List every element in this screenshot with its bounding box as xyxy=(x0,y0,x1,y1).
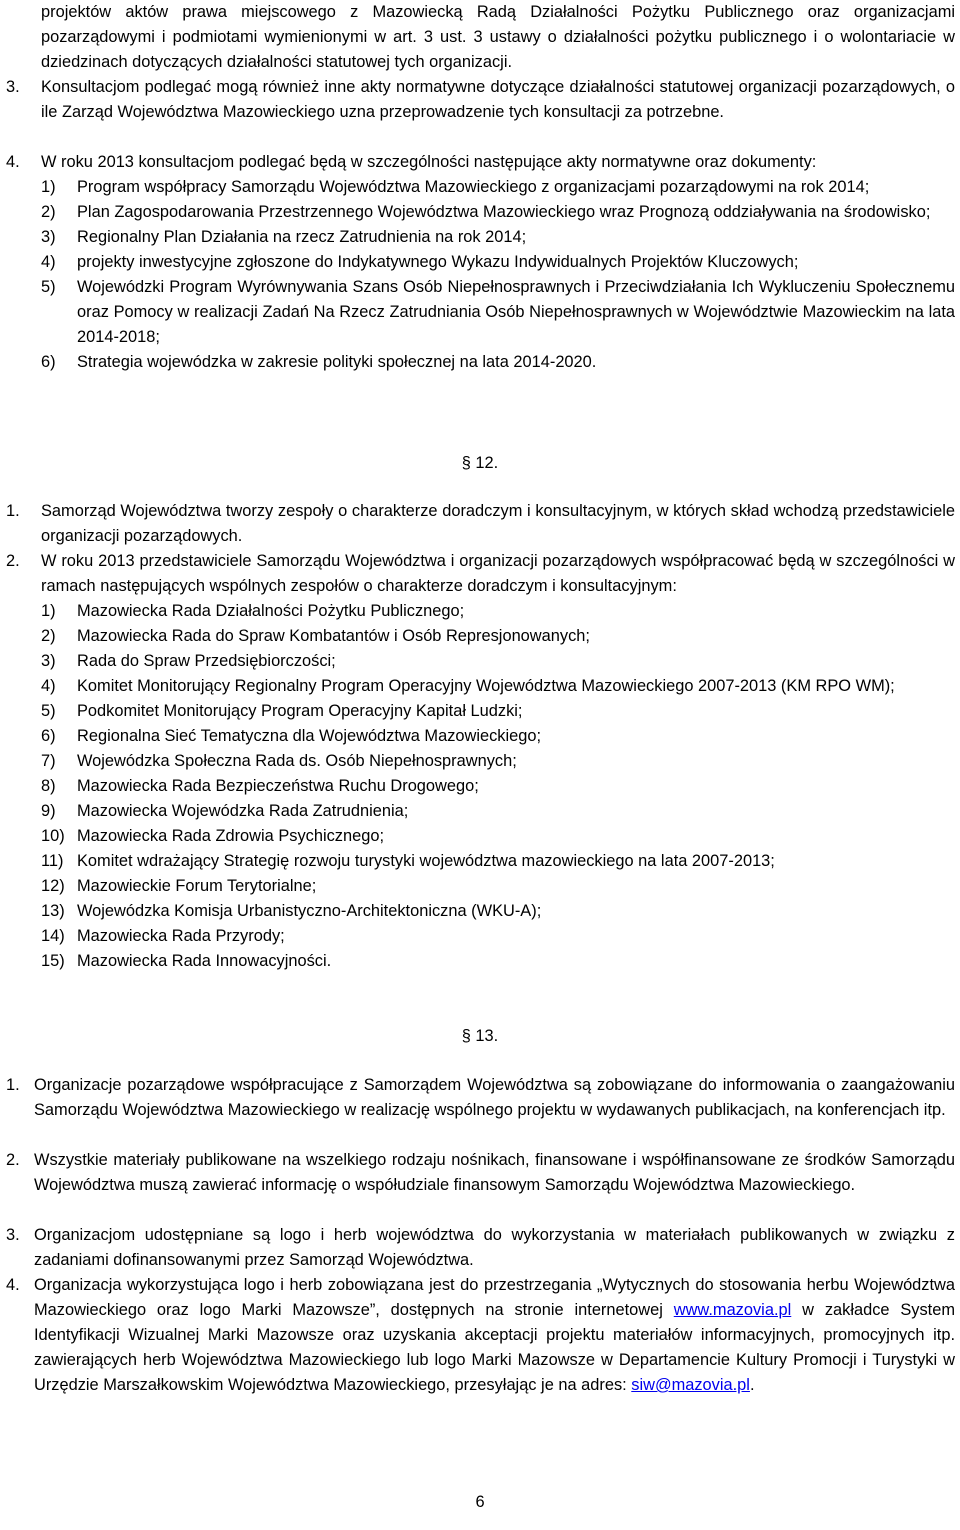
list-item-text: Mazowiecka Wojewódzka Rada Zatrudnienia; xyxy=(77,802,409,820)
list-item xyxy=(41,200,955,225)
item-number: 1. xyxy=(6,502,20,520)
item-text: Organizacje pozarządowe współpracujące z Samorządem Województwa są zobowiązane do informowania o zaangażowaniu Samorządu Województwa Mazowieckiego w realizację wspólnego projektu w wydawanych publikacjach, na konferencjach itp. xyxy=(34,1076,955,1119)
list-item-number: 5) xyxy=(41,702,56,720)
list-item xyxy=(41,899,955,924)
list-item xyxy=(41,225,955,250)
list-item xyxy=(41,749,955,774)
list-item xyxy=(41,724,955,749)
list-item-number: 2) xyxy=(41,203,56,221)
list-item-number: 4) xyxy=(41,677,56,695)
item-number: 3. xyxy=(6,1226,20,1244)
list-item-number: 7) xyxy=(41,752,56,770)
section-13-item-1 xyxy=(6,1073,955,1123)
list-item xyxy=(41,649,955,674)
list-item-text: Mazowiecka Rada Działalności Pożytku Publicznego; xyxy=(77,602,465,620)
list-item-number: 5) xyxy=(41,278,56,296)
list-item xyxy=(41,874,955,899)
list-item-text: Mazowiecka Rada Innowacyjności. xyxy=(77,952,332,970)
list-item-number: 15) xyxy=(41,952,65,970)
section-13-item-4 xyxy=(6,1273,955,1398)
item-text: Organizacjom udostępniane są logo i herb województwa do wykorzystania w materiałach publikowanych w związku z zadaniami dofinansowanymi przez Samorząd Województwa. xyxy=(34,1226,955,1269)
list-item xyxy=(41,350,955,375)
section-12-title: § 12. xyxy=(461,454,499,472)
item-number: 1. xyxy=(6,1076,20,1094)
list-item xyxy=(41,175,955,200)
item-number: 4. xyxy=(6,153,20,171)
list-item-text: Mazowiecka Rada Przyrody; xyxy=(77,927,285,945)
list-item xyxy=(41,250,955,275)
list-item-text: Podkomitet Monitorujący Program Operacyjny Kapitał Ludzki; xyxy=(77,702,523,720)
list-item-text: Mazowiecka Rada do Spraw Kombatantów i Osób Represjonowanych; xyxy=(77,627,590,645)
item-number: 3. xyxy=(6,78,20,96)
list-item-number: 3) xyxy=(41,228,56,246)
list-item-number: 14) xyxy=(41,927,65,945)
list-item-number: 2) xyxy=(41,627,56,645)
section-13-item-3 xyxy=(6,1223,955,1273)
list-item xyxy=(41,599,955,624)
intro-item-4 xyxy=(6,150,955,175)
list-item-number: 10) xyxy=(41,827,65,845)
list-item-number: 12) xyxy=(41,877,65,895)
list-item-number: 6) xyxy=(41,727,56,745)
list-item-text: Mazowieckie Forum Terytorialne; xyxy=(77,877,317,895)
mazovia-website-link[interactable]: www.mazovia.pl xyxy=(673,1301,792,1319)
item-number: 2. xyxy=(6,552,20,570)
item-text: Wszystkie materiały publikowane na wszelkiego rodzaju nośnikach, finansowane i współfinansowane ze środków Samorządu Województwa muszą zawierać informację o współudziale finansowym Samorządu Województwa Mazowieckiego. xyxy=(34,1151,955,1194)
section-13-item-2 xyxy=(6,1148,955,1198)
list-item-number: 3) xyxy=(41,652,56,670)
item-text: Samorząd Województwa tworzy zespoły o charakterze doradczym i konsultacyjnym, w których skład wchodzą przedstawiciele organizacji pozarządowych. xyxy=(41,502,955,545)
page-number: 6 xyxy=(475,1493,485,1511)
list-item xyxy=(41,774,955,799)
list-item-number: 4) xyxy=(41,253,56,271)
list-item xyxy=(41,624,955,649)
list-item-text: Wojewódzka Społeczna Rada ds. Osób Niepełnosprawnych; xyxy=(77,752,517,770)
list-item xyxy=(41,275,955,350)
list-item-text: Wojewódzki Program Wyrównywania Szans Osób Niepełnosprawnych i Przeciwdziałania Ich Wykluczeniu Społecznemu oraz Pomocy w realizacji Zadań Na Rzecz Zatrudniania Osób Niepełnosprawnych w Województwie Mazowieckim na lata 2014-2018; xyxy=(77,278,955,346)
list-item-text: Regionalny Plan Działania na rzecz Zatrudnienia na rok 2014; xyxy=(77,228,527,246)
list-item xyxy=(41,824,955,849)
item-text-part-c: . xyxy=(749,1376,755,1394)
list-item xyxy=(41,924,955,949)
section-12-item-1 xyxy=(6,499,955,549)
item-number: 2. xyxy=(6,1151,20,1169)
siw-email-link[interactable]: siw@mazovia.pl xyxy=(631,1376,750,1394)
list-item-text: Strategia wojewódzka w zakresie polityki społecznej na lata 2014-2020. xyxy=(77,353,597,371)
list-item-text: Komitet Monitorujący Regionalny Program Operacyjny Województwa Mazowieckiego 2007-2013 (KM RPO WM); xyxy=(77,677,895,695)
intro-block xyxy=(41,0,955,75)
item-text xyxy=(34,1273,955,1398)
section-13-title: § 13. xyxy=(461,1027,499,1045)
list-item-number: 1) xyxy=(41,602,56,620)
list-item-text: Mazowiecka Rada Zdrowia Psychicznego; xyxy=(77,827,385,845)
item-text: W roku 2013 konsultacjom podlegać będą w szczególności następujące akty normatywne oraz dokumenty: xyxy=(41,153,817,171)
list-item-number: 1) xyxy=(41,178,56,196)
list-item-text: Komitet wdrażający Strategię rozwoju turystyki województwa mazowieckiego na lata 2007-2013; xyxy=(77,852,775,870)
section-12-item-2 xyxy=(6,549,955,599)
list-item-number: 11) xyxy=(41,852,64,870)
list-item-number: 9) xyxy=(41,802,56,820)
list-item-text: Rada do Spraw Przedsiębiorczości; xyxy=(77,652,336,670)
item-text: W roku 2013 przedstawiciele Samorządu Województwa i organizacji pozarządowych współpracować będą w szczególności w ramach następujących wspólnych zespołów o charakterze doradczym i konsultacyjnym: xyxy=(41,552,955,595)
list-item-text: Mazowiecka Rada Bezpieczeństwa Ruchu Drogowego; xyxy=(77,777,479,795)
intro-item-4-list xyxy=(41,175,955,375)
list-item-text: projekty inwestycyjne zgłoszone do Indykatywnego Wykazu Indywidualnych Projektów Kluczowych; xyxy=(77,253,799,271)
list-item-text: Program współpracy Samorządu Województwa Mazowieckiego z organizacjami pozarządowymi na rok 2014; xyxy=(77,178,870,196)
list-item-number: 6) xyxy=(41,353,56,371)
list-item-text: Plan Zagospodarowania Przestrzennego Województwa Mazowieckiego wraz Prognozą oddziaływania na środowisko; xyxy=(77,203,931,221)
list-item xyxy=(41,699,955,724)
list-item-text: Wojewódzka Komisja Urbanistyczno-Architektoniczna (WKU-A); xyxy=(77,902,542,920)
list-item xyxy=(41,799,955,824)
list-item xyxy=(41,674,955,699)
item-number: 4. xyxy=(6,1276,20,1294)
list-item-number: 13) xyxy=(41,902,65,920)
item-text-part-b: w zakładce System Identyfikacji Wizualnej Marki Mazowsze oraz uzyskania akceptacji projektu materiałów informacyjnych, promocyjnych itp. zawierających herb Województwa Mazowieckiego lub logo Marki Mazowsze w Departamencie Kultury Promocji i Turystyki w Urzędzie Marszałkowskim Województwa Mazowieckiego, przesyłając je na adres: xyxy=(34,1301,956,1394)
list-item-number: 8) xyxy=(41,777,56,795)
item-text: Konsultacjom podlegać mogą również inne akty normatywne dotyczące działalności statutowej organizacji pozarządowych, o ile Zarząd Województwa Mazowieckiego uzna przeprowadzenie tych konsultacji za potrzebne. xyxy=(41,78,955,121)
item-text-part-a: Organizacja wykorzystująca logo i herb zobowiązana jest do przestrzegania „Wytycznych do stosowania herbu Województwa Mazowieckiego oraz logo Marki Mazowsze”, dostępnych na stronie internetowej xyxy=(34,1276,955,1319)
section-12-list xyxy=(41,599,955,974)
list-item-text: Regionalna Sieć Tematyczna dla Województwa Mazowieckiego; xyxy=(77,727,542,745)
intro-item-3 xyxy=(6,75,955,125)
list-item xyxy=(41,949,955,974)
continuation-paragraph: projektów aktów prawa miejscowego z Mazowiecką Radą Działalności Pożytku Publicznego oraz organizacjami pozarządowymi i podmiotami wymienionymi w art. 3 ust. 3 ustawy o działalności pożytku publicznego i o wolontariacie w dziedzinach dotyczących działalności statutowej tych organizacji. xyxy=(41,3,955,71)
list-item xyxy=(41,849,955,874)
